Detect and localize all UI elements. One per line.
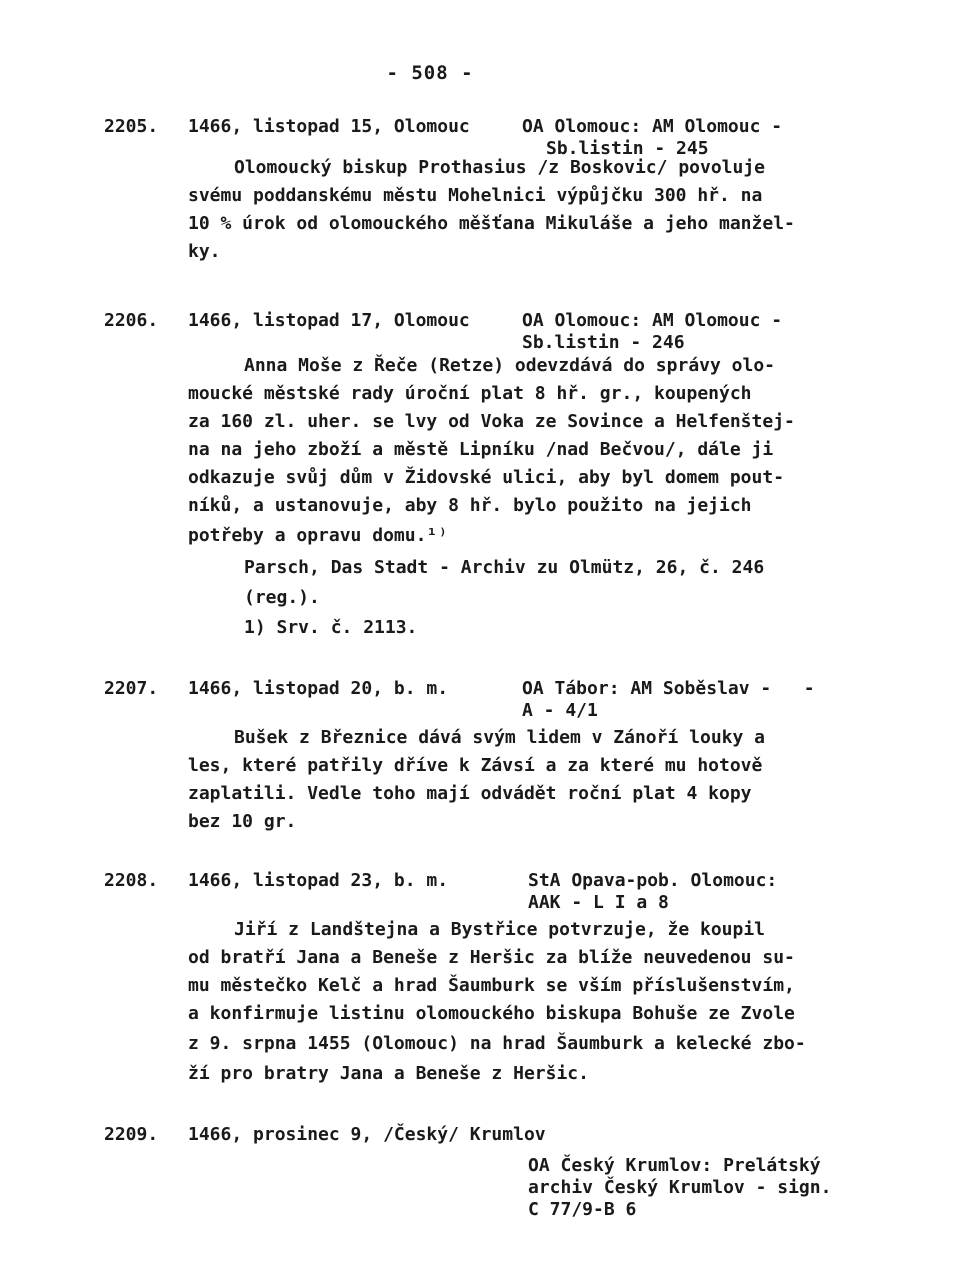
page-number: - 508 - <box>386 62 474 84</box>
source-line: OA Olomouc: AM Olomouc - <box>522 116 783 137</box>
source-line: OA Olomouc: AM Olomouc - <box>522 310 783 331</box>
text-line: Anna Moše z Řeče (Retze) odevzdává do správy olo- <box>244 355 776 376</box>
text-line: z 9. srpna 1455 (Olomouc) na hrad Šaumburk a kelecké zbo- <box>188 1033 806 1054</box>
source-line: OA Český Krumlov: Prelátský <box>528 1155 821 1176</box>
text-line: zaplatili. Vedle toho mají odvádět roční plat 4 kopy <box>188 783 752 804</box>
entry-source <box>522 678 815 722</box>
text-line: bez 10 gr. <box>188 811 297 832</box>
text-line: ží pro bratry Jana a Beneše z Heršic. <box>188 1063 589 1084</box>
entry-number: 2206. <box>104 310 159 331</box>
entry-heading <box>0 310 960 353</box>
text-line: moucké městské rady úroční plat 8 hř. gr., koupených <box>188 383 752 404</box>
source-line: AAK - L I a 8 <box>528 892 669 913</box>
source-line: C 77/9-B 6 <box>528 1199 637 1220</box>
entry-heading <box>0 1124 960 1150</box>
entry-source <box>522 116 782 160</box>
entry-source <box>528 870 777 914</box>
reference-line: (reg.). <box>244 587 320 608</box>
footnote-line: 1) Srv. č. 2113. <box>244 617 418 638</box>
entry-date: 1466, prosinec 9, /Český/ Krumlov <box>188 1124 546 1145</box>
entry-heading <box>0 870 960 913</box>
text-line: Bušek z Březnice dává svým lidem v Zánoří louky a <box>234 727 766 748</box>
entry-2205 <box>0 116 960 262</box>
entry-2206 <box>0 310 960 638</box>
entry-heading <box>0 678 960 721</box>
entry-number: 2207. <box>104 678 159 699</box>
entry-2207 <box>0 678 960 832</box>
text-line: níků, a ustanovuje, aby 8 hř. bylo použito na jejich <box>188 495 752 516</box>
text-line: potřeby a opravu domu.¹⁾ <box>188 525 449 546</box>
text-line: a konfirmuje listinu olomouckého biskupa Bohuše ze Zvole <box>188 1003 795 1024</box>
entry-date: 1466, listopad 15, Olomouc <box>188 116 470 137</box>
source-line: StA Opava-pob. Olomouc: <box>528 870 778 891</box>
text-line: mu městečko Kelč a hrad Šaumburk se vším příslušenstvím, <box>188 975 795 996</box>
text-line: Jiří z Landštejna a Bystřice potvrzuje, že koupil <box>234 919 766 940</box>
text-line: Olomoucký biskup Prothasius /z Boskovic/ povoluje <box>234 157 766 178</box>
entry-2208 <box>0 870 960 1084</box>
text-line: 10 % úrok od olomouckého měšťana Mikuláše a jeho manžel- <box>188 213 795 234</box>
source-line: archiv Český Krumlov - sign. <box>528 1177 832 1198</box>
entry-heading <box>0 116 960 159</box>
text-line: les, které patřily dříve k Závsí a za které mu hotově <box>188 755 763 776</box>
text-line: za 160 zl. uher. se lvy od Voka ze Sovince a Helfenštej- <box>188 411 795 432</box>
reference-line: Parsch, Das Stadt - Archiv zu Olmütz, 26, č. 246 <box>244 557 765 578</box>
text-line: ky. <box>188 241 221 262</box>
text-line: svému poddanskému městu Mohelnici výpůjčku 300 hř. na <box>188 185 763 206</box>
entry-date: 1466, listopad 23, b. m. <box>188 870 449 891</box>
entry-date: 1466, listopad 17, Olomouc <box>188 310 470 331</box>
entry-number: 2205. <box>104 116 159 137</box>
source-line: Sb.listin - 246 <box>522 332 685 353</box>
source-line: OA Tábor: AM Soběslav - - <box>522 678 815 699</box>
entry-date: 1466, listopad 20, b. m. <box>188 678 449 699</box>
source-line: Sb.listin - 245 <box>546 138 709 159</box>
text-line: odkazuje svůj dům v Židovské ulici, aby byl domem pout- <box>188 467 785 488</box>
entry-number: 2209. <box>104 1124 159 1145</box>
entry-number: 2208. <box>104 870 159 891</box>
source-line: A - 4/1 <box>522 700 598 721</box>
text-line: na na jeho zboží a městě Lipníku /nad Bečvou/, dále ji <box>188 439 774 460</box>
text-line: od bratří Jana a Beneše z Heršic za blíže neuvedenou su- <box>188 947 795 968</box>
entry-source <box>522 310 782 354</box>
entry-2209 <box>0 1124 960 1220</box>
